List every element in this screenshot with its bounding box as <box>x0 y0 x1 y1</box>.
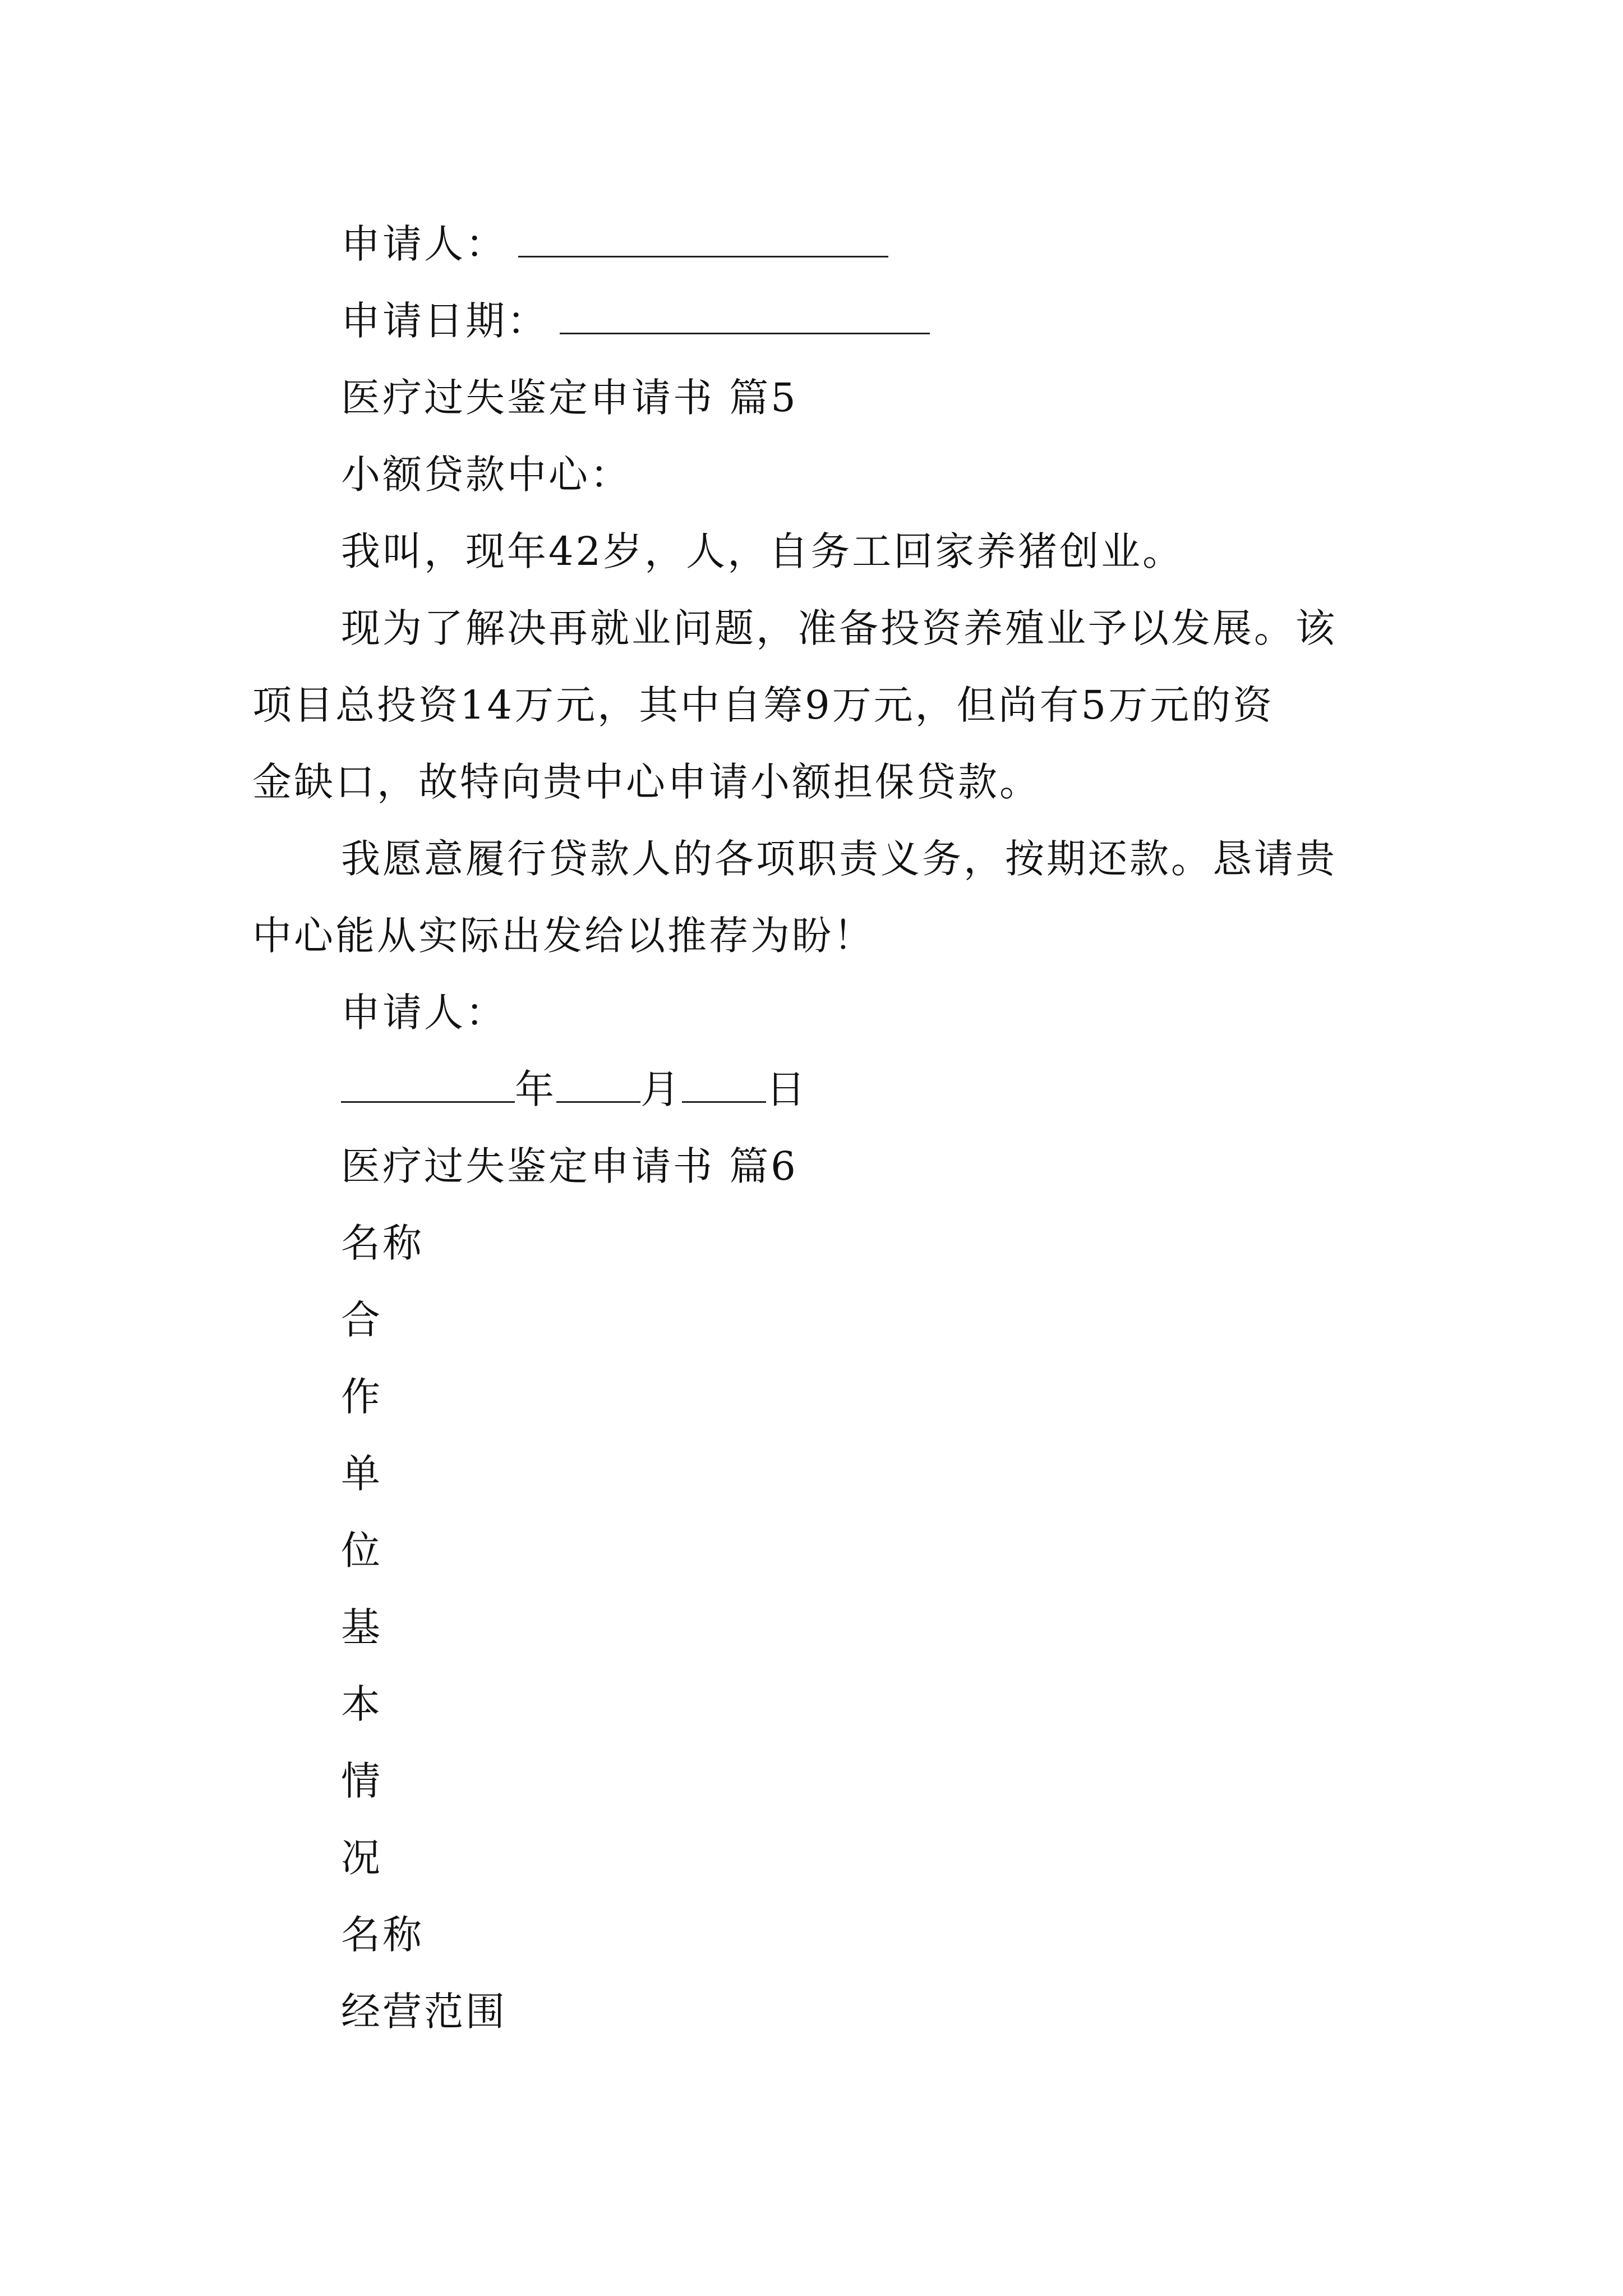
section5-signature-label: 申请人： <box>341 990 507 1036</box>
section6-item: 作 <box>341 1374 382 1420</box>
section5-addressee: 小额贷款中心： <box>341 452 631 498</box>
section6-item: 本 <box>341 1681 382 1727</box>
section6-item: 况 <box>341 1835 382 1881</box>
section5-para2-line2: 项目总投资14万元，其中自筹9万元，但尚有5万元的资 <box>252 682 1275 728</box>
application-date-blank <box>560 299 930 334</box>
date-year-blank <box>341 1068 515 1103</box>
section6-item: 位 <box>341 1527 382 1573</box>
section5-para2-line1: 现为了解决再就业问题，准备投资养殖业予以发展。该 <box>341 605 1337 651</box>
date-day-label: 日 <box>766 1066 808 1112</box>
section6-item: 名称 <box>341 1220 424 1266</box>
date-day-blank <box>682 1068 766 1103</box>
applicant-blank <box>518 222 888 257</box>
date-year-label: 年 <box>515 1066 556 1112</box>
date-month-blank <box>556 1068 640 1103</box>
section5-date-line <box>341 1061 1384 1117</box>
section6-item: 情 <box>341 1758 382 1804</box>
section6-item: 合 <box>341 1297 382 1343</box>
application-date-label: 申请日期： <box>341 298 548 344</box>
date-month-label: 月 <box>640 1066 682 1112</box>
section5-para3-line2: 中心能从实际出发给以推荐为盼！ <box>252 913 875 959</box>
section6-item: 单 <box>341 1451 382 1497</box>
section5-para1: 我叫，现年42岁，人，自务工回家养猪创业。 <box>341 528 1184 574</box>
section6-item: 名称 <box>341 1912 424 1958</box>
section6-item: 经营范围 <box>341 1989 507 2035</box>
section6-heading: 医疗过失鉴定申请书 篇6 <box>341 1143 798 1189</box>
application-date-line <box>341 293 1384 349</box>
section5-para3-line1: 我愿意履行贷款人的各项职责义务，按期还款。恳请贵 <box>341 836 1337 882</box>
applicant-line <box>341 216 1384 272</box>
section6-item: 基 <box>341 1604 382 1650</box>
section5-para2-line3: 金缺口，故特向贵中心申请小额担保贷款。 <box>252 759 1041 805</box>
applicant-label: 申请人： <box>341 221 507 267</box>
section5-heading: 医疗过失鉴定申请书 篇5 <box>341 375 798 421</box>
